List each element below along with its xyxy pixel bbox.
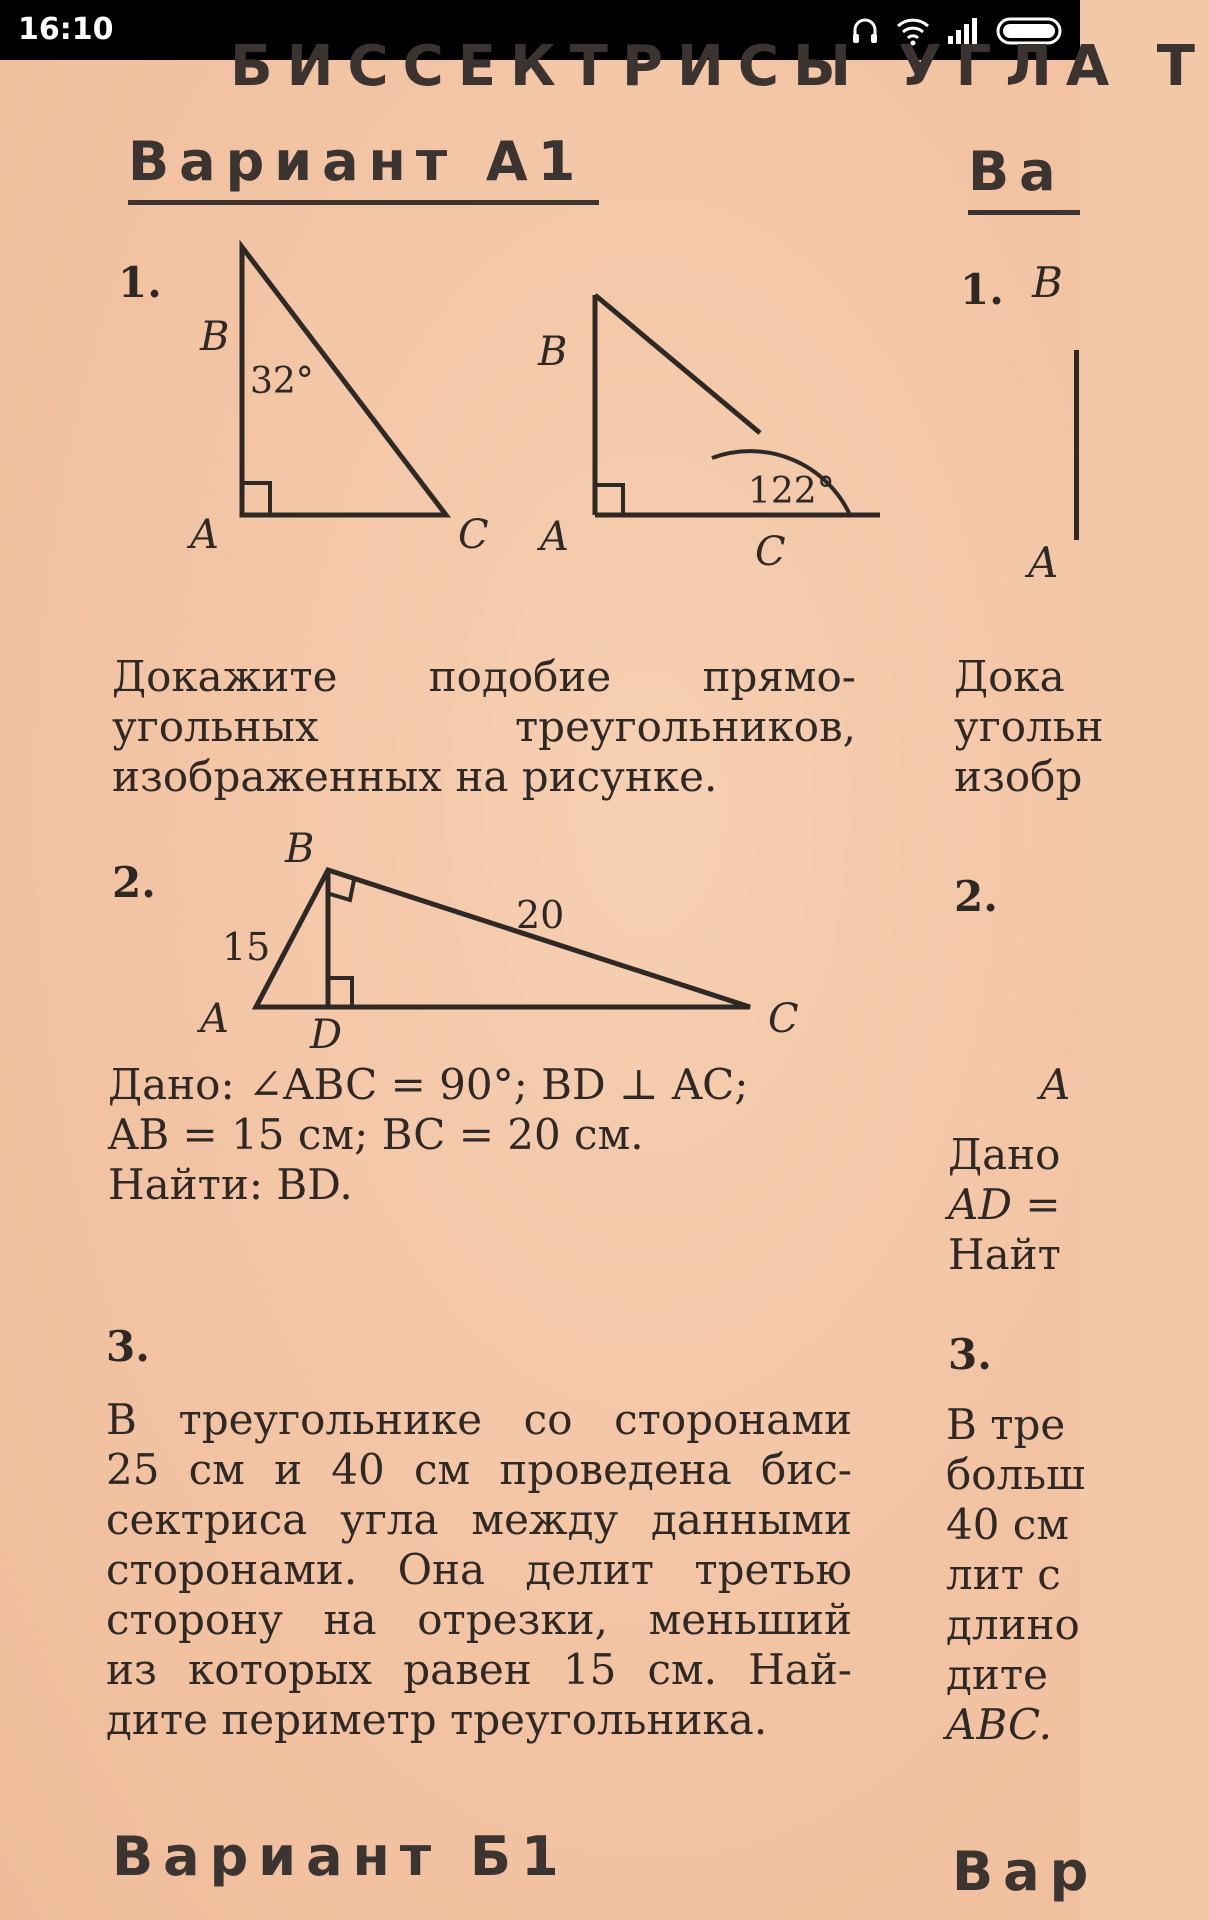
- problem-3-line-7: дите периметр треугольника.: [106, 1695, 768, 1744]
- right-problem-1-text: [954, 652, 1104, 802]
- side-bc-label: 20: [516, 893, 565, 937]
- right-label-a: A: [1028, 538, 1059, 587]
- problem-2-line-2: AB = 15 см; BC = 20 см.: [108, 1110, 644, 1159]
- problem-1-line-2: угольных треугольников,: [112, 702, 856, 751]
- right-p3-line-1: В тре: [946, 1400, 1066, 1449]
- right-p3-line-4: лит с: [946, 1550, 1061, 1599]
- right-p3-line-2: больш: [946, 1450, 1086, 1499]
- label-c2: C: [755, 529, 786, 575]
- right-problem-3-number: 3.: [948, 1330, 992, 1379]
- status-time: 16:10: [18, 12, 114, 47]
- problem-2-text: [108, 1060, 868, 1210]
- problem-3-number: 3.: [106, 1322, 150, 1371]
- problem-3-text: [106, 1395, 852, 1745]
- label-b2: B: [538, 329, 568, 375]
- right-p1-line-2: угольн: [954, 702, 1104, 751]
- right-label-a2: A: [1040, 1060, 1071, 1109]
- problem-3-line-3: сектриса угла между данными: [106, 1495, 852, 1544]
- right-p2-line-1: Дано: [948, 1130, 1061, 1179]
- variant-a1-title: Вариант А1: [128, 130, 586, 193]
- label-c: C: [768, 996, 799, 1042]
- problem-2-line-1: Дано: ∠ABC = 90°; BD ⊥ AC;: [108, 1060, 749, 1109]
- top-heading-cropped: БИССЕКТРИСЫ УГЛА Т: [230, 34, 1209, 99]
- triangle-abc: [186, 247, 489, 558]
- label-a2: A: [540, 514, 569, 560]
- right-label-b: B: [1032, 258, 1063, 307]
- problem-3-line-5: сторону на отрезки, меньший: [106, 1595, 852, 1644]
- right-figure-edge: [1074, 350, 1079, 540]
- angle-32-label: 32°: [250, 361, 314, 402]
- problem-3-line-2: 25 см и 40 см проведена бис-: [106, 1445, 852, 1494]
- problem-3-line-1: В треугольнике со сторонами: [106, 1395, 852, 1444]
- textbook-page: [0, 34, 1209, 1920]
- problem-2-figure: [190, 826, 830, 1058]
- right-next-variant-title: Вар: [952, 1840, 1099, 1903]
- variant-b1-title: Вариант Б1: [112, 1825, 569, 1888]
- right-p2-line-3: Найт: [948, 1230, 1061, 1279]
- right-p3-line-5: длино: [946, 1600, 1080, 1649]
- right-p1-line-1: Дока: [954, 652, 1065, 701]
- right-problem-2-number: 2.: [954, 872, 998, 921]
- problem-2-number: 2.: [112, 858, 156, 907]
- right-problem-1-number: 1.: [960, 265, 1004, 314]
- problem-3-line-6: из которых равен 15 см. Най-: [106, 1645, 852, 1694]
- right-problem-2-text: [948, 1130, 1061, 1280]
- problem-1-line-3: изображенных на рисунке.: [112, 752, 718, 801]
- right-p1-line-3: изобр: [954, 752, 1083, 801]
- label-d: D: [310, 1012, 343, 1058]
- label-a1: A: [190, 512, 219, 558]
- label-b1: B: [200, 314, 230, 360]
- label-b: B: [285, 826, 315, 872]
- problem-1-number: 1.: [118, 258, 162, 307]
- problem-2-line-3: Найти: BD.: [108, 1160, 353, 1209]
- label-c1: C: [458, 512, 489, 558]
- problem-1-line-1: Докажите подобие прямо-: [112, 652, 856, 701]
- problem-1-text: [112, 652, 856, 802]
- angle-122-label: 122°: [748, 471, 835, 512]
- right-problem-3-text: [946, 1400, 1085, 1750]
- triangle-a1b1c1: [536, 295, 880, 575]
- right-p3-line-7: ABC.: [946, 1700, 1052, 1749]
- right-p3-line-3: 40 см: [946, 1500, 1069, 1549]
- right-variant-title: Ва: [968, 140, 1066, 203]
- right-p2-line-2: AD =: [948, 1180, 1061, 1229]
- problem-3-line-4: сторонами. Она делит третью: [106, 1545, 852, 1594]
- problem-1-figure: [170, 235, 890, 595]
- label-a: A: [200, 996, 229, 1042]
- side-ab-label: 15: [222, 925, 271, 969]
- right-p3-line-6: дите: [946, 1650, 1048, 1699]
